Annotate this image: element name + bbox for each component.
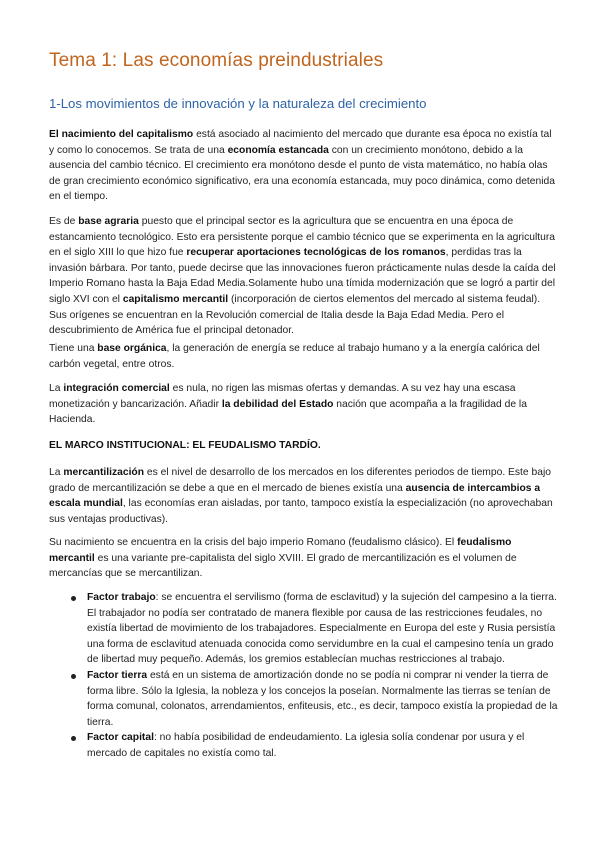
bold-term: base orgánica: [97, 343, 167, 354]
bold-term: Factor capital: [87, 732, 154, 744]
bold-term: integración comercial: [63, 383, 170, 394]
bold-term: recuperar aportaciones tecnológicas de los romanos: [186, 247, 446, 259]
section-subtitle: 1-Los movimientos de innovación y la naturaleza del crecimiento: [49, 96, 427, 111]
paragraph-capitalism-birth: [49, 127, 559, 205]
paragraph-mercantilization: [49, 465, 559, 527]
paragraph-text: está asociado al nacimiento del mercado que durante esa época no existía tal y como lo conocemos. Se trata de una: [49, 129, 552, 156]
paragraph-text: es el nivel de desarrollo de los mercados en los diferentes periodos de tiempo. Este bajo grado de mercantilización se debe a que en el mercado de bienes existía una: [49, 467, 551, 494]
bold-term: El nacimiento del capitalismo: [49, 129, 194, 140]
list-item-text: : se encuentra el servilismo (forma de esclavitud) y la sujeción del campesino a la tierra. El trabajador no podía ser contratado de manera flexible por causa de las restricciones feudales, no existía libertad de movimiento de los trabajadores. Especialmente en Europa del este y Rusia persistía una forma de esclavitud atenuada conocida como servidumbre en la cual el campesino tenía un grado de libertad muy pequeño. Además, los gremios establecían muchas restricciones al trabajo.: [87, 592, 557, 666]
paragraph-text: Es de: [49, 216, 79, 227]
bullet-icon: [71, 596, 76, 601]
bullet-icon: [71, 674, 76, 679]
bold-term: economía estancada: [227, 144, 329, 156]
list-item: [49, 590, 561, 668]
bold-term: mercantilización: [63, 467, 145, 478]
paragraph-text: , las economías eran aisladas, por tanto, tampoco existía la especialización (no aprovechaban sus ventajas productivas).: [49, 498, 553, 525]
list-item: [49, 668, 561, 730]
page-title: Tema 1: Las economías preindustriales: [49, 50, 384, 71]
bold-term: ausencia de intercambios a escala mundial: [49, 482, 541, 510]
paragraph-text: (incorporación de ciertos elementos del mercado al sistema feudal). Sus orígenes se encuentran en la Revolución comercial de Italia desde la Baja Edad Media. Pero el descubrimiento de América fue el principal detonador.: [49, 293, 541, 337]
paragraph-feudalism-origin: [49, 535, 559, 582]
bold-term: Factor tierra: [87, 669, 148, 681]
bold-term: Factor trabajo: [87, 592, 156, 603]
paragraph-agrarian-base: [49, 214, 559, 339]
bullet-icon: [71, 736, 76, 741]
bold-term: la debilidad del Estado: [221, 398, 334, 410]
section-heading-institutional: EL MARCO INSTITUCIONAL: EL FEUDALISMO TARDÍO.: [49, 440, 321, 451]
paragraph-commercial-integration: [49, 381, 559, 428]
paragraph-text: La: [49, 383, 64, 394]
paragraph-text: Tiene una: [49, 343, 98, 354]
list-item: [49, 730, 561, 761]
paragraph-text: La: [49, 467, 64, 478]
paragraph-text: con un crecimiento monótono, debido a la ausencia del cambio técnico. El crecimiento era monótono desde el punto de vista matemático, no había olas de gran crecimiento económico significativo, era una economía estancada, muy poco dinámica, como detenida en el tiempo.: [49, 144, 555, 203]
factors-bullet-list: [49, 590, 561, 762]
paragraph-text: , perdidas tras la invasión bárbara. Por tanto, puede decirse que las innovaciones fueron prácticamente nulas desde la caída del Imperio Romano hasta la Baja Edad Media.Solamente hubo una tímida modernización que se logró a partir del siglo XVI con el: [49, 247, 556, 305]
paragraph-text: puesto que el principal sector es la agricultura que se encuentra en una época de estancamiento tecnológico. Esto era persistente porque el cambio técnico que se experimenta en la agricultura en el siglo XIII lo que hizo fue: [49, 216, 555, 259]
list-item-text: : no había posibilidad de endeudamiento. La iglesia solía condenar por usura y el mercado de capitales no existía como tal.: [87, 732, 525, 759]
list-item-text: está en un sistema de amortización donde no se podía ni comprar ni vender la tierra de forma libre. Sólo la Iglesia, la nobleza y los concejos la poseían. Normalmente las tierras se tenían de forma comunal, colonatos, arrendamientos, enfiteusis, etc., es decir, tampoco existía la propiedad de la tierra.: [87, 669, 558, 728]
paragraph-text: es nula, no rigen las mismas ofertas y demandas. A su vez hay una escasa monetización y bancarización. Añadir: [49, 383, 516, 410]
paragraph-text: Su nacimiento se encuentra en la crisis del bajo imperio Romano (feudalismo clásico). El: [49, 537, 458, 548]
paragraph-text: es una variante pre-capitalista del siglo XVIII. El grado de mercantilización es el volumen de mercancías que se mercantilizan.: [49, 552, 517, 580]
bold-term: capitalismo mercantil: [122, 293, 229, 305]
paragraph-organic-base: [49, 341, 559, 372]
bold-term: feudalismo mercantil: [49, 537, 512, 564]
bold-term: base agraria: [78, 216, 139, 227]
paragraph-text: nación que acompaña a la fragilidad de la Hacienda.: [49, 398, 527, 426]
paragraph-text: , la generación de energía se reduce al trabajo humano y a la energía calórica del carbón vegetal, entre otros.: [49, 343, 540, 370]
